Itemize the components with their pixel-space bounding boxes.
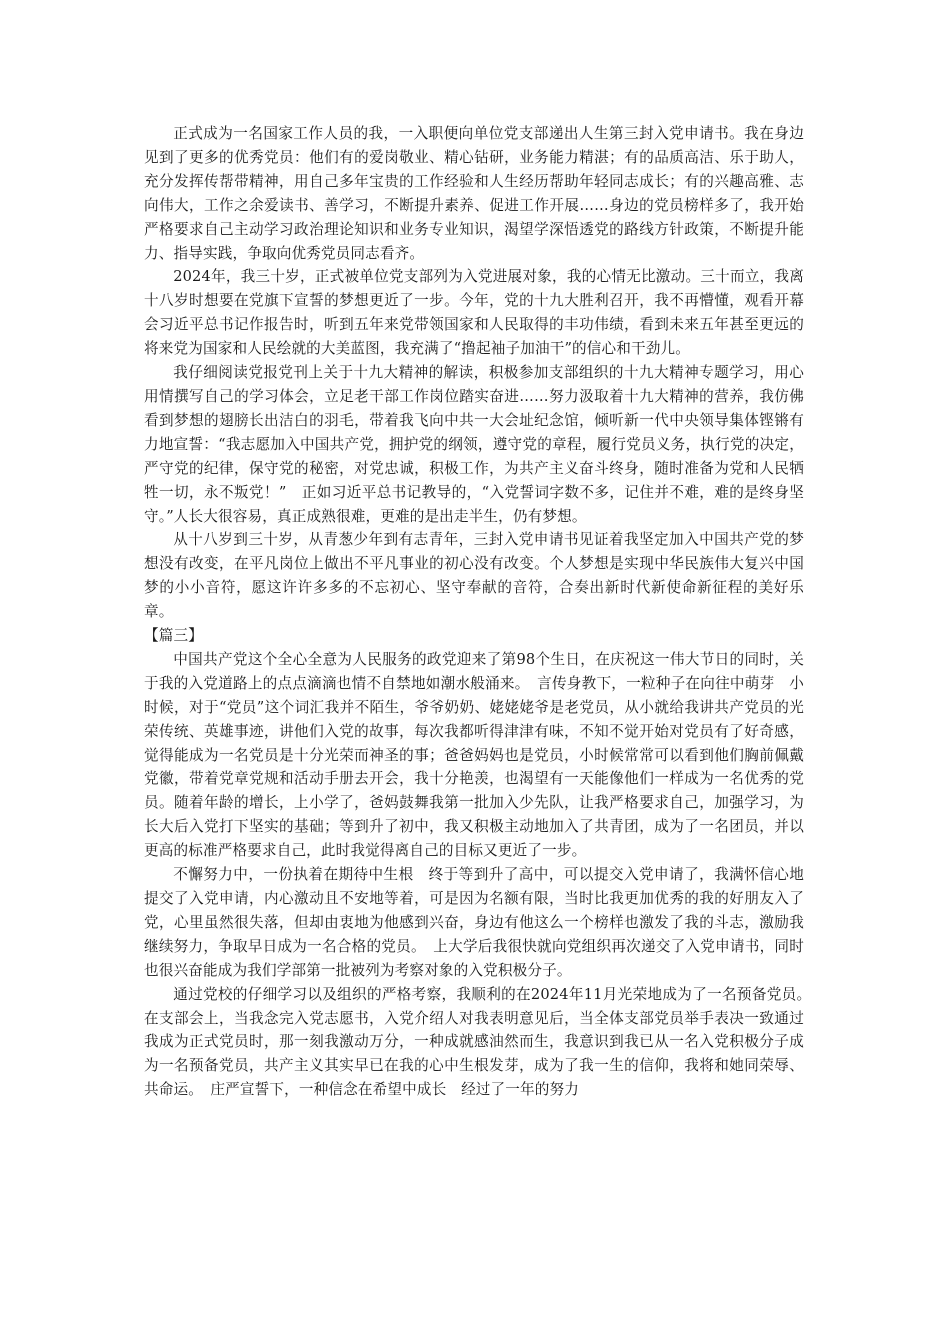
paragraph-persistent-effort: 不懈努力中，一份执着在期待中生根 终于等到升了高中，可以提交入党申请了，我满怀信心地提交了入党申请，内心激动且不安地等着，可是因为名额有限，当时比我更加优秀的我的好朋友入了党，心里虽然很失落，但却由衷地为他感到兴奋，身边有他这么一个榜样也激发了我的斗志，激励我继续努力，争取早日成为一名合格的党员。 上大学后我很快就向党组织再次递交了入党申请书，同时也很兴奋能成为我们学部第一批被列为考察对象的入党积极分子。: [144, 866, 804, 979]
section-heading: 【篇三】: [144, 627, 203, 645]
paragraph-age-thirty: 2024年，我三十岁，正式被单位党支部列为入党进展对象，我的心情无比激动。三十而立，我离十八岁时想要在党旗下宣誓的梦想更近了一步。今年，党的十九大胜利召开，我不再懵懂，观看开幕会习近平总书记作报告时，听到五年来党带领国家和人民取得的丰功伟绩，看到未来五年甚至更远的将来党为国家和人民绘就的大美蓝图，我充满了“撸起袖子加油干”的信心和干劲儿。: [144, 268, 804, 358]
paragraph-probationary-member: 通过党校的仔细学习以及组织的严格考察，我顺利的在2024年11月光荣地成为了一名预备党员。 在支部会上，当我念完入党志愿书，入党介绍人对我表明意见后，当全体支部党员举手表决一致通过我成为正式党员时，那一刻我激动万分，一种成就感油然而生，我意识到我已从一名入党积极分子成为一名预备党员，共产主义其实早已在我的心中生根发芽，成为了我一生的信仰，我将和她同荣辱、共命运。 庄严宣誓下，一种信念在希望中成长 经过了一年的努力: [144, 985, 819, 1099]
paragraph-study-spirit: 我仔细阅读党报党刊上关于十九大精神的解读，积极参加支部组织的十九大精神专题学习，用心用情撰写自己的学习体会，立足老干部工作岗位踏实奋进……努力汲取着十九大精神的营养，我仿佛看到梦想的翅膀长出洁白的羽毛，带着我飞向中共一大会址纪念馆，倾听新一代中央领导集体铿锵有力地宣誓：“我志愿加入中国共产党，拥护党的纲领，遵守党的章程，履行党员义务，执行党的决定，严守党的纪律，保守党的秘密，对党忠诚，积极工作，为共产主义奋斗终身，随时准备为党和人民牺牲一切，永不叛党！” 正如习近平总书记教导的，“入党誓词字数不多，记住并不难，难的是终身坚守。”人长大很容易，真正成熟很难，更难的是出走半生，仍有梦想。: [144, 364, 804, 525]
document-page: [144, 122, 819, 1102]
paragraph-party-birthday: 中国共产党这个全心全意为人民服务的政党迎来了第98个生日，在庆祝这一伟大节日的同时，关于我的入党道路上的点点滴滴也情不自禁地如潮水般涌来。 言传身教下，一粒种子在向往中萌芽 小时候，对于“党员”这个词汇我并不陌生，爷爷奶奶、姥姥姥爷是老党员，从小就给我讲共产党员的光荣传统、英雄事迹，讲他们入党的故事，每次我都听得津津有味，不知不觉开始对党员有了好奇感，觉得能成为一名党员是十分光荣而神圣的事；爸爸妈妈也是党员，小时候常常可以看到他们胸前佩戴党徽，带着党章党规和活动手册去开会，我十分艳羡，也渴望有一天能像他们一样成为一名优秀的党员。随着年龄的增长，上小学了，爸妈鼓舞我第一批加入少先队，让我严格要求自己，加强学习，为长大后入党打下坚实的基础；等到升了初中，我又积极主动地加入了共青团，成为了一名团员，并以更高的标准严格要求自己，此时我觉得离自己的目标又更近了一步。: [144, 650, 804, 860]
paragraph-dream-unchanged: 从十八岁到三十岁，从青葱少年到有志青年，三封入党申请书见证着我坚定加入中国共产党的梦想没有改变，在平凡岗位上做出不平凡事业的初心没有改变。个人梦想是实现中华民族伟大复兴中国梦的小小音符，愿这许许多多的不忘初心、坚守奉献的音符，合奏出新时代新使命新征程的美好乐章。: [144, 531, 804, 621]
paragraph-civil-servant: 正式成为一名国家工作人员的我，一入职便向单位党支部递出人生第三封入党申请书。我在身边见到了更多的优秀党员：他们有的爱岗敬业、精心钻研，业务能力精湛；有的品质高洁、乐于助人，充分发挥传帮带精神，用自己多年宝贵的工作经验和人生经历帮助年轻同志成长；有的兴趣高雅、志向伟大，工作之余爱读书、善学习，不断提升素养、促进工作开展……身边的党员榜样多了，我开始严格要求自己主动学习政治理论知识和业务专业知识，渴望学深悟透党的路线方针政策，不断提升能力、指导实践，争取向优秀党员同志看齐。: [144, 125, 804, 262]
